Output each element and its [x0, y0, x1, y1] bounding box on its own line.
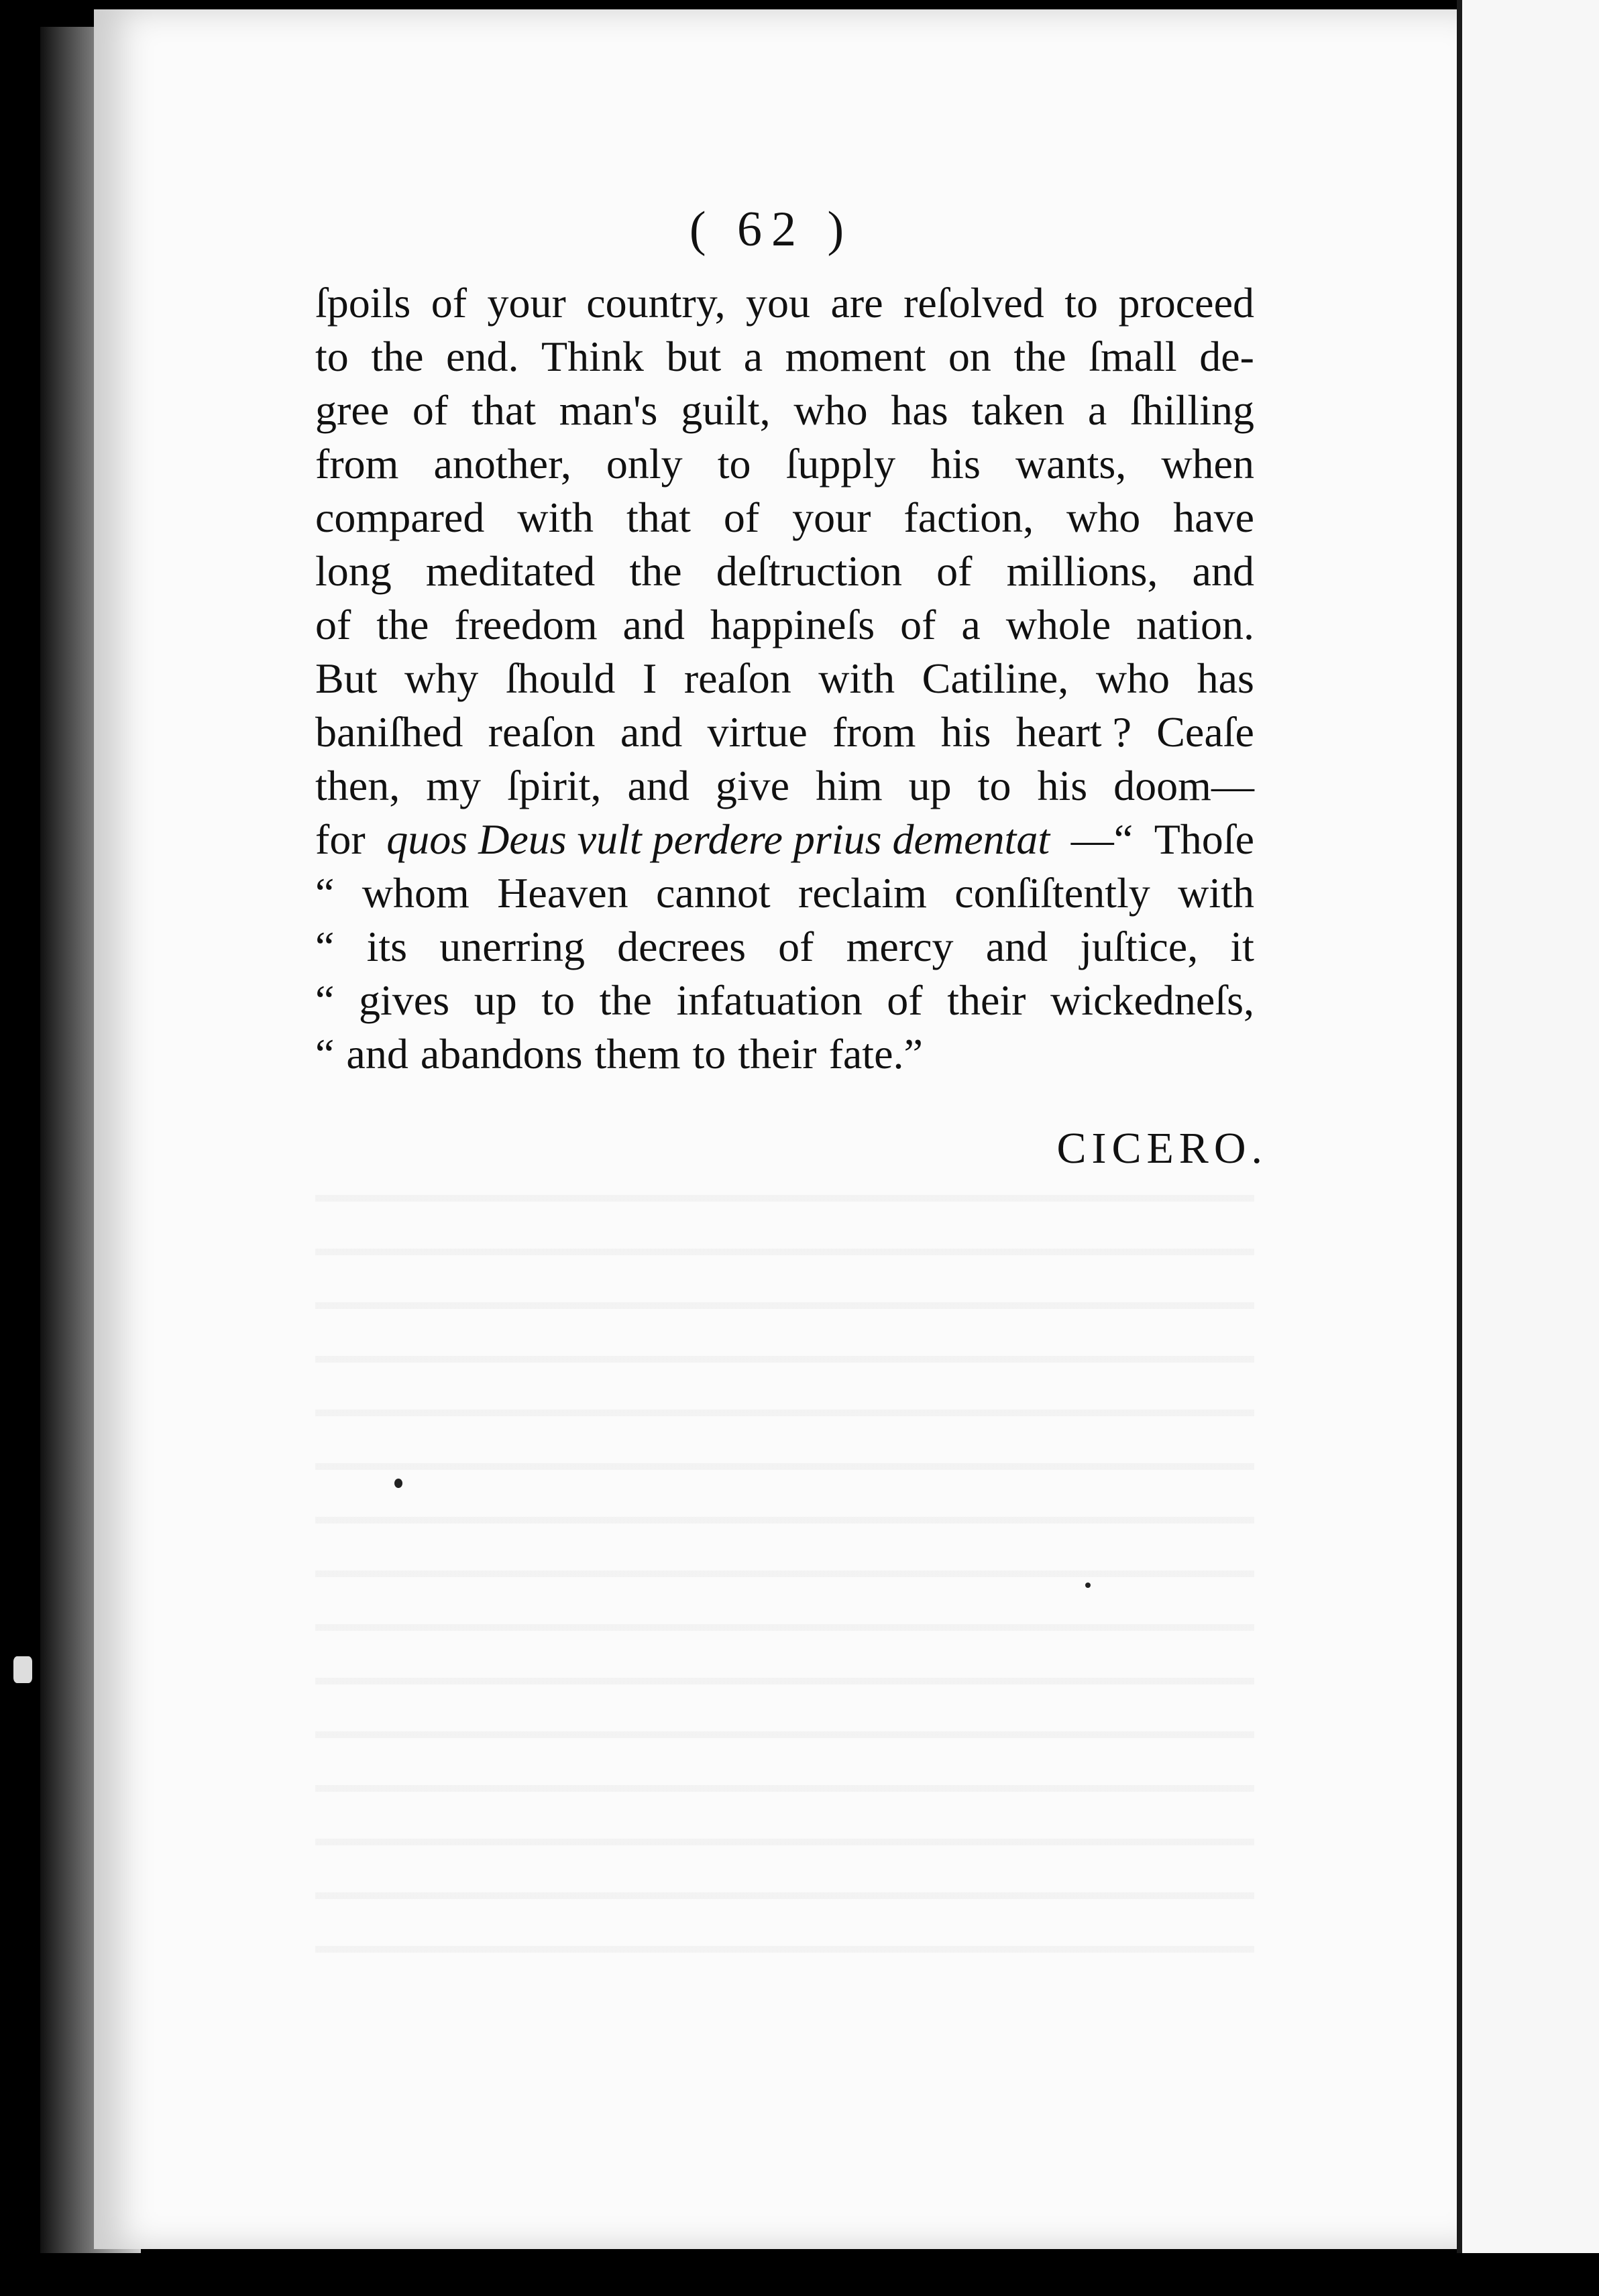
text-line: of the freedom and happineſs of a whole nation. [315, 601, 1254, 648]
ink-speck [13, 1656, 32, 1683]
text-line: baniſhed reaſon and virtue from his heart ? Ceaſe [315, 708, 1254, 756]
right-page-edge [1457, 0, 1599, 2253]
text-line: then, my ſpirit, and give him up to his doom— [315, 762, 1254, 809]
text-line: compared with that of your faction, who have [315, 494, 1254, 541]
text-line: long meditated the deſtruction of millions, and [315, 547, 1254, 595]
body-text [315, 276, 1254, 1081]
show-through-text [315, 1160, 1254, 1965]
text-line: “ gives up to the infatuation of their wickedneſs, [315, 976, 1254, 1024]
text-line: “ whom Heaven cannot reclaim conſiſtently with [315, 869, 1254, 917]
signature-cicero: CICERO. [1056, 1124, 1268, 1173]
text-line: But why ſhould I reaſon with Catiline, who has [315, 654, 1254, 702]
text-line: ſpoils of your country, you are reſolved to proceed [315, 279, 1254, 327]
latin-quote: quos Deus vult perdere prius dementat [386, 815, 1050, 863]
text-line: “ and abandons them to their fate.” [315, 1030, 923, 1078]
page-number: ( 62 ) [689, 202, 854, 257]
text-line: for quos Deus vult perdere prius dementat —“ Thoſe [315, 813, 1254, 866]
text-line: “ its unerring decrees of mercy and juſtice, it [315, 923, 1254, 970]
text-line: from another, only to ſupply his wants, when [315, 440, 1254, 487]
ink-speck [394, 1479, 402, 1488]
ink-speck [1085, 1583, 1091, 1588]
text-line: to the end. Think but a moment on the ſmall de- [315, 333, 1254, 380]
text-line: gree of that man's guilt, who has taken a ſhilling [315, 386, 1254, 434]
